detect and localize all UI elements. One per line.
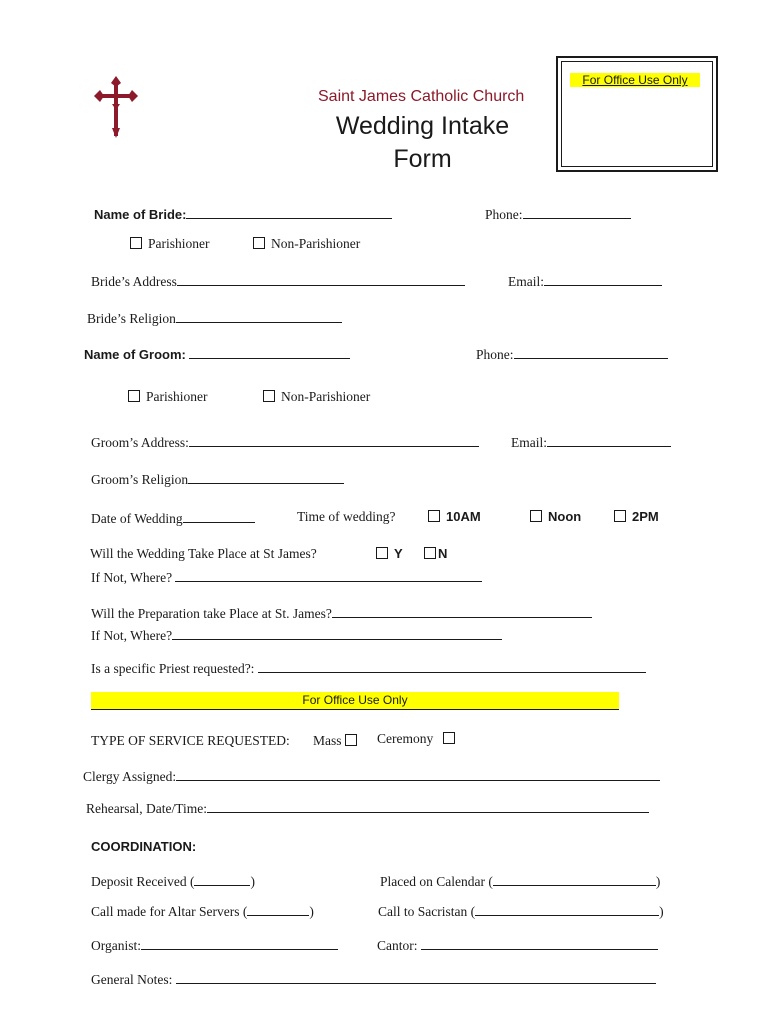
deposit-close: ) [250,874,255,889]
notes-label: General Notes: [91,972,173,987]
form-title-line2: Form [393,145,452,173]
calendar-line[interactable] [493,872,656,886]
calendar-label: Placed on Calendar ( [380,874,493,889]
office-use-banner-label: For Office Use Only [302,693,408,707]
alt-location-field[interactable] [91,568,482,586]
bride-religion-field[interactable] [87,309,342,327]
clergy-label: Clergy Assigned: [83,769,177,784]
rehearsal-label: Rehearsal, Date/Time: [86,801,207,816]
bride-non-parishioner-option[interactable] [253,236,360,252]
time-noon-checkbox[interactable] [530,510,542,522]
time-10am-label: 10AM [446,509,481,524]
bride-parishioner-label: Parishioner [148,236,210,251]
bride-religion-label: Bride’s Religion [87,311,176,326]
wedding-date-line[interactable] [183,509,255,523]
alt-location-line[interactable] [175,568,482,582]
location-no-checkbox[interactable] [424,547,436,559]
preparation-question: Will the Preparation take Place at St. James? [91,606,332,621]
bride-non-parishioner-checkbox[interactable] [253,237,265,249]
priest-question: Is a specific Priest requested?: [91,661,255,676]
preparation-field[interactable] [91,604,592,622]
bride-name-field[interactable] [94,205,392,222]
groom-address-label: Groom’s Address: [91,435,189,450]
bride-address-field[interactable] [91,272,465,290]
location-yes-option[interactable] [376,546,403,561]
service-ceremony-checkbox[interactable] [443,732,455,744]
sacristan-line[interactable] [475,902,659,916]
groom-parishioner-option[interactable] [128,389,208,405]
wedding-time-label: Time of wedding? [297,509,396,524]
calendar-close: ) [655,874,661,889]
cantor-label: Cantor: [377,938,418,953]
bride-phone-field[interactable] [485,205,631,223]
rehearsal-line[interactable] [207,799,649,813]
bride-religion-line[interactable] [176,309,342,323]
rehearsal-field[interactable] [86,799,649,817]
groom-phone-line[interactable] [514,345,668,359]
bride-email-field[interactable] [508,272,662,290]
clergy-line[interactable] [176,767,660,781]
altar-servers-close: ) [309,904,314,919]
office-use-box [556,56,718,172]
service-mass-label: Mass [313,733,342,748]
service-ceremony-option[interactable] [377,731,461,747]
alt-preparation-line[interactable] [172,626,502,640]
groom-phone-field[interactable] [476,345,668,363]
cantor-field[interactable] [377,936,658,954]
groom-phone-label: Phone: [476,347,514,362]
bride-phone-label: Phone: [485,207,523,222]
bride-name-label: Name of Bride: [94,207,187,222]
altar-servers-line[interactable] [247,902,309,916]
bride-parishioner-option[interactable] [130,236,210,252]
deposit-label: Deposit Received ( [91,874,195,889]
groom-email-line[interactable] [547,433,671,447]
location-question: Will the Wedding Take Place at St James? [90,546,317,561]
location-yes-label: Y [394,546,403,561]
time-noon-label: Noon [548,509,582,524]
cantor-line[interactable] [421,936,658,950]
coordination-heading: COORDINATION: [91,839,197,854]
church-name: Saint James Catholic Church [318,88,525,105]
groom-name-line[interactable] [189,345,350,359]
church-cross-logo-icon [94,76,138,142]
groom-email-label: Email: [511,435,547,450]
office-use-box-label: For Office Use Only [570,73,700,87]
groom-religion-label: Groom’s Religion [91,472,189,487]
time-option-10am[interactable] [428,509,481,524]
notes-field[interactable] [91,970,656,988]
deposit-line[interactable] [194,872,250,886]
organist-label: Organist: [91,938,141,953]
location-yes-checkbox[interactable] [376,547,388,559]
groom-email-field[interactable] [511,433,671,451]
time-10am-checkbox[interactable] [428,510,440,522]
preparation-line[interactable] [332,604,592,618]
groom-address-line[interactable] [189,433,479,447]
alt-preparation-field[interactable] [91,626,502,644]
wedding-date-label: Date of Wedding [91,511,183,526]
service-mass-checkbox[interactable] [345,734,357,746]
bride-non-parishioner-label: Non-Parishioner [271,236,361,251]
bride-email-label: Email: [508,274,544,289]
groom-address-field[interactable] [91,433,479,451]
bride-parishioner-checkbox[interactable] [130,237,142,249]
altar-servers-field[interactable] [91,902,314,920]
bride-name-line[interactable] [186,205,392,219]
groom-non-parishioner-label: Non-Parishioner [281,389,371,404]
bride-address-line[interactable] [177,272,465,286]
alt-location-label: If Not, Where? [91,570,173,585]
wedding-date-field[interactable] [91,509,255,527]
office-use-banner [91,692,619,710]
time-2pm-checkbox[interactable] [614,510,626,522]
groom-parishioner-checkbox[interactable] [128,390,140,402]
groom-religion-field[interactable] [91,470,344,488]
groom-non-parishioner-option[interactable] [263,389,370,405]
location-no-label: N [438,546,448,561]
bride-address-label: Bride’s Address [91,274,177,289]
clergy-field[interactable] [83,767,660,785]
bride-phone-line[interactable] [523,205,631,219]
time-option-noon[interactable] [530,509,581,524]
time-2pm-label: 2PM [632,509,659,524]
location-no-option[interactable] [424,546,447,561]
sacristan-field[interactable] [378,902,664,920]
groom-parishioner-label: Parishioner [146,389,208,404]
calendar-field[interactable] [380,872,660,890]
service-ceremony-label: Ceremony [377,731,434,746]
organist-field[interactable] [91,936,338,954]
form-title-line1: Wedding Intake [335,112,510,140]
service-mass-option[interactable] [313,733,363,749]
service-label: TYPE OF SERVICE REQUESTED: [91,733,290,748]
priest-line[interactable] [258,659,646,673]
time-option-2pm[interactable] [614,509,659,524]
groom-religion-line[interactable] [188,470,344,484]
groom-name-label: Name of Groom: [84,347,186,362]
notes-line[interactable] [176,970,656,984]
priest-field[interactable] [91,659,646,677]
bride-email-line[interactable] [544,272,662,286]
deposit-field[interactable] [91,872,255,890]
alt-preparation-label: If Not, Where? [91,628,173,643]
sacristan-close: ) [659,904,664,919]
organist-line[interactable] [141,936,338,950]
form-title [300,110,545,176]
groom-name-field[interactable] [84,345,350,362]
altar-servers-label: Call made for Altar Servers ( [91,904,248,919]
sacristan-label: Call to Sacristan ( [378,904,476,919]
groom-non-parishioner-checkbox[interactable] [263,390,275,402]
